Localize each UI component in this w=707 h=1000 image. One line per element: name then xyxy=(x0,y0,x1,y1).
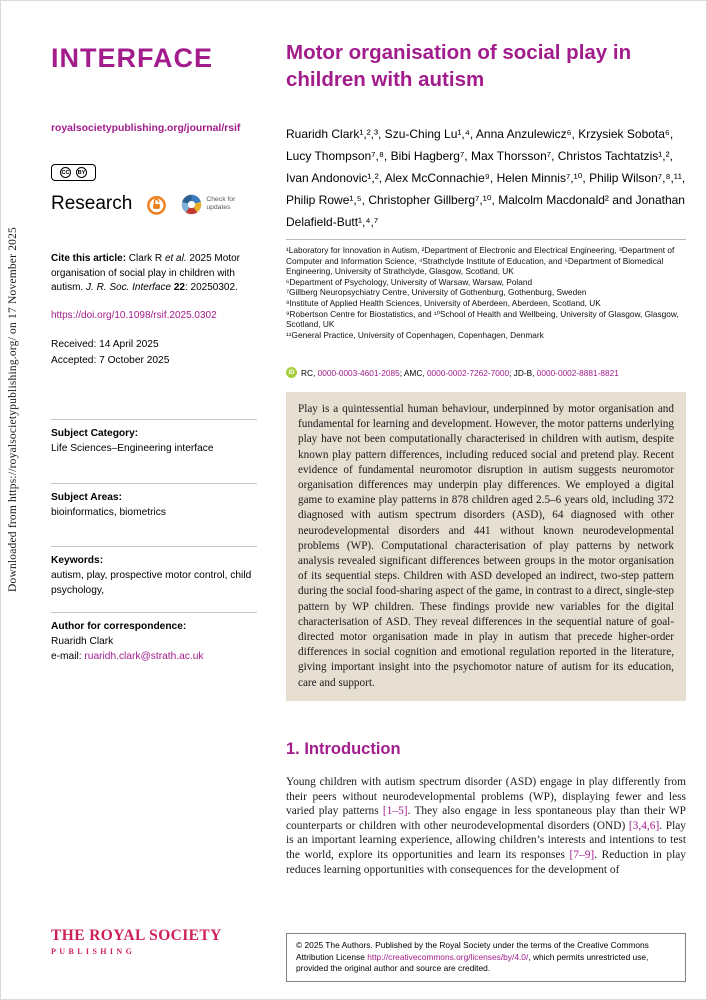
intro-paragraph xyxy=(286,775,686,877)
text-segment: , which permits unrestricted use, provided the original author and source are credited. xyxy=(296,951,649,974)
text-segment: . Reduction in play reduces learning opportunities with consequences for the development of xyxy=(286,848,686,876)
keywords-value: autism, play, prospective motor control, child psychology, xyxy=(51,570,252,596)
affiliation: ⁶Department of Psychology, University of Warsaw, Warsaw, Poland xyxy=(286,276,533,287)
orcid-icon: iD xyxy=(286,367,297,378)
correspondence-label: Author for correspondence: xyxy=(51,621,187,632)
text-segment: . Play is an important learning experience, allowing children’s interests and intentions to test the world, explore its opportunities and learn its responses xyxy=(286,819,686,861)
citation-block xyxy=(51,252,257,296)
orcid-text xyxy=(301,368,619,378)
affiliation: ¹¹General Practice, University of Copenhagen, Copenhagen, Denmark xyxy=(286,329,544,340)
correspondence-section xyxy=(51,612,257,664)
article-title: Motor organisation of social play in children with autism xyxy=(286,41,632,91)
license-link[interactable]: http://creativecommons.org/licenses/by/4.0/ xyxy=(367,951,529,962)
keywords-section xyxy=(51,546,257,598)
publisher-logo xyxy=(51,927,222,956)
section-heading-introduction: 1. Introduction xyxy=(286,740,401,758)
affiliation: ⁸Institute of Applied Health Sciences, University of Aberdeen, Aberdeen, Scotland, UK xyxy=(286,297,601,308)
journal-logo: INTERFACE xyxy=(51,43,214,73)
subject-category-section xyxy=(51,419,257,456)
cc-icon: CC xyxy=(60,167,71,178)
affiliation: ¹Laboratory for Innovation in Autism, ²Department of Electronic and Electrical Engineering, ³Department of Computer and Information Science, ⁴Strathclyde Institute of Education, and ⁵Department of Biomedical Engineering, University of Strathclyde, Glasgow, Scotland, UK xyxy=(286,245,675,277)
text-segment: RC, xyxy=(301,367,318,378)
text-segment: Young children with autism spectrum disorder (ASD) engage in play differently from their peers without neurodevelopmental problems (WP), displaying fewer and less varied play patterns xyxy=(286,776,686,818)
article-type-row xyxy=(51,193,257,215)
download-watermark: Downloaded from https://royalsocietypublishing.org/ on 17 November 2025 xyxy=(7,227,19,593)
affiliation: ⁹Robertson Centre for Biostatistics, and ¹⁰School of Health and Wellbeing, University of Glasgow, Glasgow, Scotland, UK xyxy=(286,308,679,330)
publisher-name: THE ROYAL SOCIETY xyxy=(51,927,222,944)
text-segment: 2025 Motor organisation of social play in children with autism. xyxy=(51,253,240,294)
crossmark-icon xyxy=(181,194,202,215)
orcid-row xyxy=(286,367,686,378)
affiliations xyxy=(286,239,686,340)
accepted-date: Accepted: 7 October 2025 xyxy=(51,355,170,366)
text-segment: © 2025 The Authors. Published by the Royal Society under the terms of the Creative Commons Attribution License xyxy=(296,940,649,962)
orcid-link[interactable]: 0000-0003-4601-2085 xyxy=(317,367,400,378)
citation-link[interactable]: [1–5] xyxy=(382,805,408,818)
citation-link[interactable]: [7–9] xyxy=(569,848,595,861)
email-label: e-mail: xyxy=(51,651,85,662)
check-for-updates-badge[interactable] xyxy=(181,194,244,215)
authors-list: Ruaridh Clark¹,²,³, Szu-Ching Lu¹,⁴, Anna Anzulewicz⁶, Krzysiek Sobota⁶, Lucy Thompson⁷,⁸, Bibi Hagberg⁷, Max Thorsson⁷, Christos Tachtatzis¹,², Ivan Andonovic¹,², Alex McConnachie⁹, Helen Minnis⁷,¹⁰, Philip Wilson⁷,⁸,¹¹, Philip Rowe¹,⁵, Christopher Gillberg⁷,¹⁰, Malcolm Macdonald² and Jonathan Delafield-Butt¹,⁴,⁷ xyxy=(286,127,686,229)
text-segment: Clark R xyxy=(126,253,165,264)
journal-url-link[interactable]: royalsocietypublishing.org/journal/rsif xyxy=(51,123,241,134)
subject-category-label: Subject Category: xyxy=(51,428,139,439)
by-icon: BY xyxy=(76,167,87,178)
text-segment: ; JD-B, xyxy=(509,367,537,378)
subject-areas-value: bioinformatics, biometrics xyxy=(51,507,166,518)
subject-areas-label: Subject Areas: xyxy=(51,492,122,503)
subject-areas-section xyxy=(51,483,257,520)
open-access-icon xyxy=(146,194,167,215)
abstract: Play is a quintessential human behaviour, underpinned by motor organisation and fundamental for learning and development. However, the motor patterns underlying play have not been computationally characterised in children with autism, despite known play pattern differences, including reduced social and pretend play. Recent evidence of fundamental neuromotor disruption in autism suggests neuromotor organisation differences may underpin play differences. We employed a digital game to examine play patterns in 878 children aged 2.5–6 years old, including 372 diagnosed with autism spectrum disorders (ASD), 64 diagnosed with other neurodevelopmental disorders and 441 without known neurodevelopmental problems (WP). Computational characterisation of play patterns by network analysis revealed significant differences between groups in the motor organisation of its sequential steps. Children with ASD developed an indirect, two-step pattern during the social food-sharing aspect of the game, in contrast to a direct, single-step pattern by WP children. These findings provide new variables for the digital characterisation of ASD. They reveal differences in the sequential nature of goal-directed motor organisation made in play in autism that precede higher-order differences in social cognition and emotional regulation reported in the literature, giving important insight into the psychomotor nature of autism for its education, care and support. xyxy=(286,392,686,701)
email-line xyxy=(51,649,257,664)
text-segment: ; AMC, xyxy=(399,367,427,378)
article-type-label: Research xyxy=(51,193,133,214)
text-segment: . They also engage in less spontaneous play than their WP counterparts or children with other neurodevelopmental disorders (OND) xyxy=(286,805,686,832)
received-date: Received: 14 April 2025 xyxy=(51,339,159,350)
license-footer xyxy=(286,933,686,982)
correspondence-name: Ruaridh Clark xyxy=(51,636,114,647)
email-link[interactable]: ruaridh.clark@strath.ac.uk xyxy=(84,651,204,662)
journal-name: J. R. Soc. Interface xyxy=(86,282,172,294)
publisher-sub: PUBLISHING xyxy=(51,947,136,956)
citation-link[interactable]: [3,4,6] xyxy=(628,819,660,832)
cite-label: Cite this article: xyxy=(51,253,127,264)
cc-by-badge[interactable] xyxy=(51,164,96,181)
orcid-link[interactable]: 0000-0002-8881-8821 xyxy=(536,367,619,378)
text-segment: : 20250302. xyxy=(184,282,238,294)
keywords-label: Keywords: xyxy=(51,555,104,566)
check-for-updates-label: Check for updates xyxy=(206,195,236,211)
orcid-link[interactable]: 0000-0002-7262-7000 xyxy=(426,367,510,378)
article-column xyxy=(286,1,686,1000)
sidebar xyxy=(51,1,257,1000)
doi-link[interactable]: https://doi.org/10.1098/rsif.2025.0302 xyxy=(51,310,217,321)
affiliation: ⁷Gillberg Neuropsychiatry Centre, University of Gothenburg, Gothenburg, Sweden xyxy=(286,287,587,298)
volume-number: 22 xyxy=(171,282,185,294)
subject-category-value: Life Sciences–Engineering interface xyxy=(51,443,214,454)
text-segment: et al. xyxy=(164,253,187,264)
